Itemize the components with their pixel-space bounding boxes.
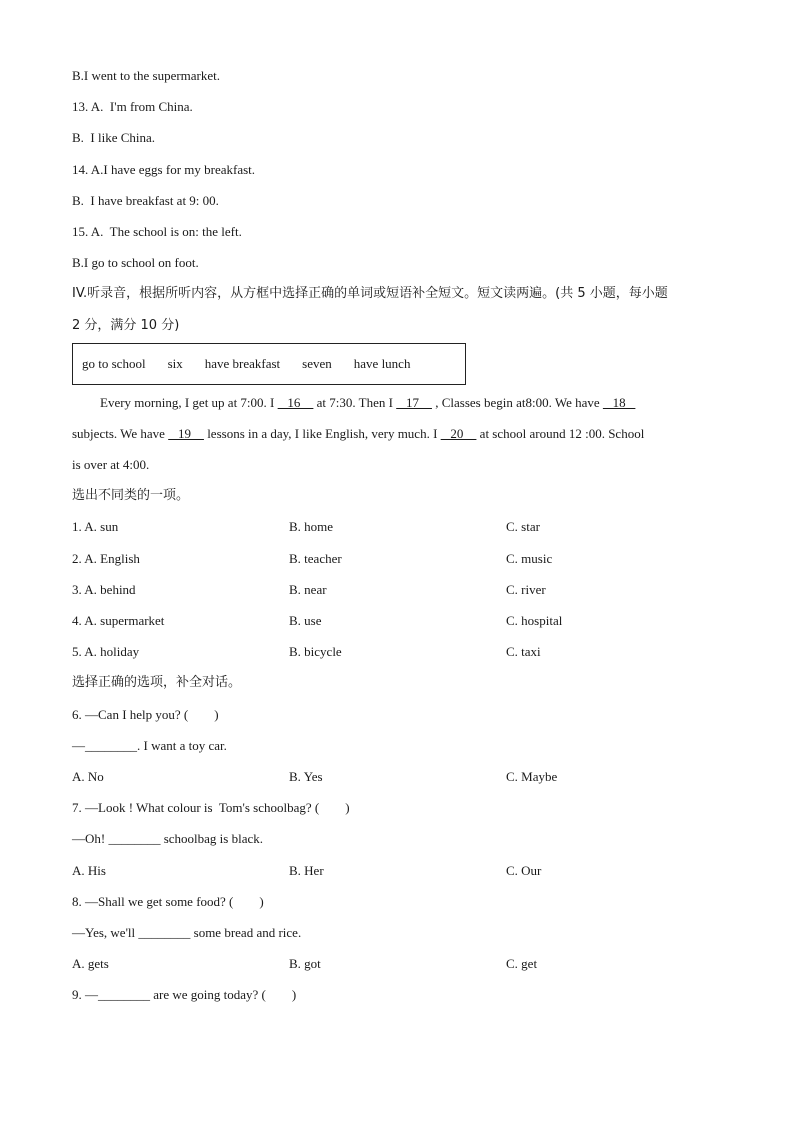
passage-line [72, 388, 732, 419]
option-b[interactable]: B. Her [289, 862, 324, 878]
option-c[interactable]: C. Our [506, 862, 542, 878]
blank-16[interactable]: 16 [277, 394, 314, 410]
passage-text: at school around 12 :00. School [476, 425, 645, 441]
dialogue-line [72, 824, 732, 855]
option-b[interactable]: B. got [289, 956, 321, 972]
answer-blank[interactable]: ________ [98, 987, 150, 1003]
option-c[interactable]: C. star [506, 519, 540, 535]
dialogue-line [72, 731, 732, 762]
option-a[interactable]: A. His [72, 862, 106, 878]
option-c[interactable]: C. taxi [506, 644, 541, 660]
dialogue-text: schoolbag is black. [160, 831, 264, 847]
dialogue-text: . I want a toy car. [137, 737, 227, 753]
listening-line: B. I like China. [72, 130, 156, 146]
question-stem: 7. —Look ! What colour is Tom's schoolbag? ( ) [72, 800, 350, 816]
option-b[interactable]: B. use [289, 613, 322, 628]
question-row [72, 637, 732, 668]
question-row [72, 606, 732, 637]
passage-text: , Classes begin at8:00. We have [431, 394, 603, 410]
listening-line: B.I go to school on foot. [72, 255, 199, 271]
option-c[interactable]: C. river [506, 581, 546, 597]
passage-line: is over at 4:00. [72, 457, 150, 473]
blank-18[interactable]: 18 [602, 394, 636, 410]
word-bank-box [72, 343, 466, 385]
option-a[interactable]: A. gets [72, 956, 109, 972]
dialogue-text: are we going today? ( ) [150, 987, 297, 1003]
listening-line: B. I have breakfast at 9: 00. [72, 192, 219, 208]
option-c[interactable]: C. hospital [506, 613, 563, 628]
word-bank-item: six [167, 355, 183, 371]
answer-blank[interactable]: ________ [85, 737, 137, 753]
section-instruction-cont: 2 分，满分 10 分) [72, 317, 180, 333]
dialogue-text: —Oh! [72, 831, 109, 847]
option-a[interactable]: 3. A. behind [72, 581, 136, 597]
dialogue-text: some bread and rice. [190, 924, 302, 940]
option-b[interactable]: B. near [289, 581, 327, 597]
dialogue-text: —Yes, we'll [72, 924, 139, 940]
option-a[interactable]: 4. A. supermarket [72, 613, 165, 628]
option-b[interactable]: B. bicycle [289, 644, 342, 660]
cloze-passage [72, 388, 732, 482]
option-c[interactable]: C. Maybe [506, 768, 558, 784]
question-row [72, 544, 732, 575]
option-a[interactable]: 1. A. sun [72, 519, 119, 535]
option-b[interactable]: B. home [289, 519, 334, 535]
word-bank-item: have lunch [353, 355, 411, 371]
section-instruction: IV.听录音，根据所听内容，从方框中选择正确的单词或短语补全短文。短文读两遍。(共 5 小题，每小题 [72, 286, 668, 302]
answer-blank[interactable]: ________ [138, 924, 191, 940]
option-a[interactable]: 5. A. holiday [72, 644, 140, 660]
option-b[interactable]: B. Yes [289, 768, 323, 784]
option-c[interactable]: C. get [506, 956, 538, 972]
listening-line: 13. A. I'm from China. [72, 99, 193, 115]
option-a[interactable]: 2. A. English [72, 550, 140, 566]
question-stem: 6. —Can I help you? ( ) [72, 706, 219, 722]
listening-line: 14. A.I have eggs for my breakfast. [72, 161, 256, 177]
blank-17[interactable]: 17 [396, 394, 432, 410]
question-stem: 8. —Shall we get some food? ( ) [72, 893, 264, 909]
listening-line: 15. A. The school is on: the left. [72, 223, 242, 239]
passage-text: at 7:30. Then I [313, 394, 397, 410]
option-row [72, 762, 732, 793]
dialogue-text: — [72, 737, 85, 753]
section-heading: 选择正确的选项，补全对话。 [72, 675, 242, 691]
blank-20[interactable]: 20 [440, 425, 477, 441]
blank-19[interactable]: 19 [168, 425, 204, 441]
worksheet-page [72, 61, 732, 1011]
section-heading: 选出不同类的一项。 [72, 488, 190, 504]
passage-text: subjects. We have [72, 425, 169, 441]
word-bank-item: have breakfast [204, 355, 281, 371]
question-row [72, 575, 732, 606]
passage-line [72, 419, 732, 450]
dialogue-line [72, 918, 732, 949]
option-row [72, 856, 732, 887]
option-b[interactable]: B. teacher [289, 550, 342, 566]
option-c[interactable]: C. music [506, 550, 553, 566]
listening-line: B.I went to the supermarket. [72, 68, 221, 83]
word-bank-item: seven [302, 355, 332, 371]
passage-text: Every morning, I get up at 7:00. I [100, 394, 278, 410]
answer-blank[interactable]: ________ [108, 831, 161, 847]
dialogue-text: 9. — [72, 987, 98, 1003]
option-a[interactable]: A. No [72, 768, 104, 784]
passage-text: lessons in a day, I like English, very much. I [203, 425, 441, 441]
question-row [72, 512, 732, 543]
word-bank-item: go to school [82, 355, 146, 371]
option-row [72, 949, 732, 980]
question-stem [72, 980, 732, 1011]
